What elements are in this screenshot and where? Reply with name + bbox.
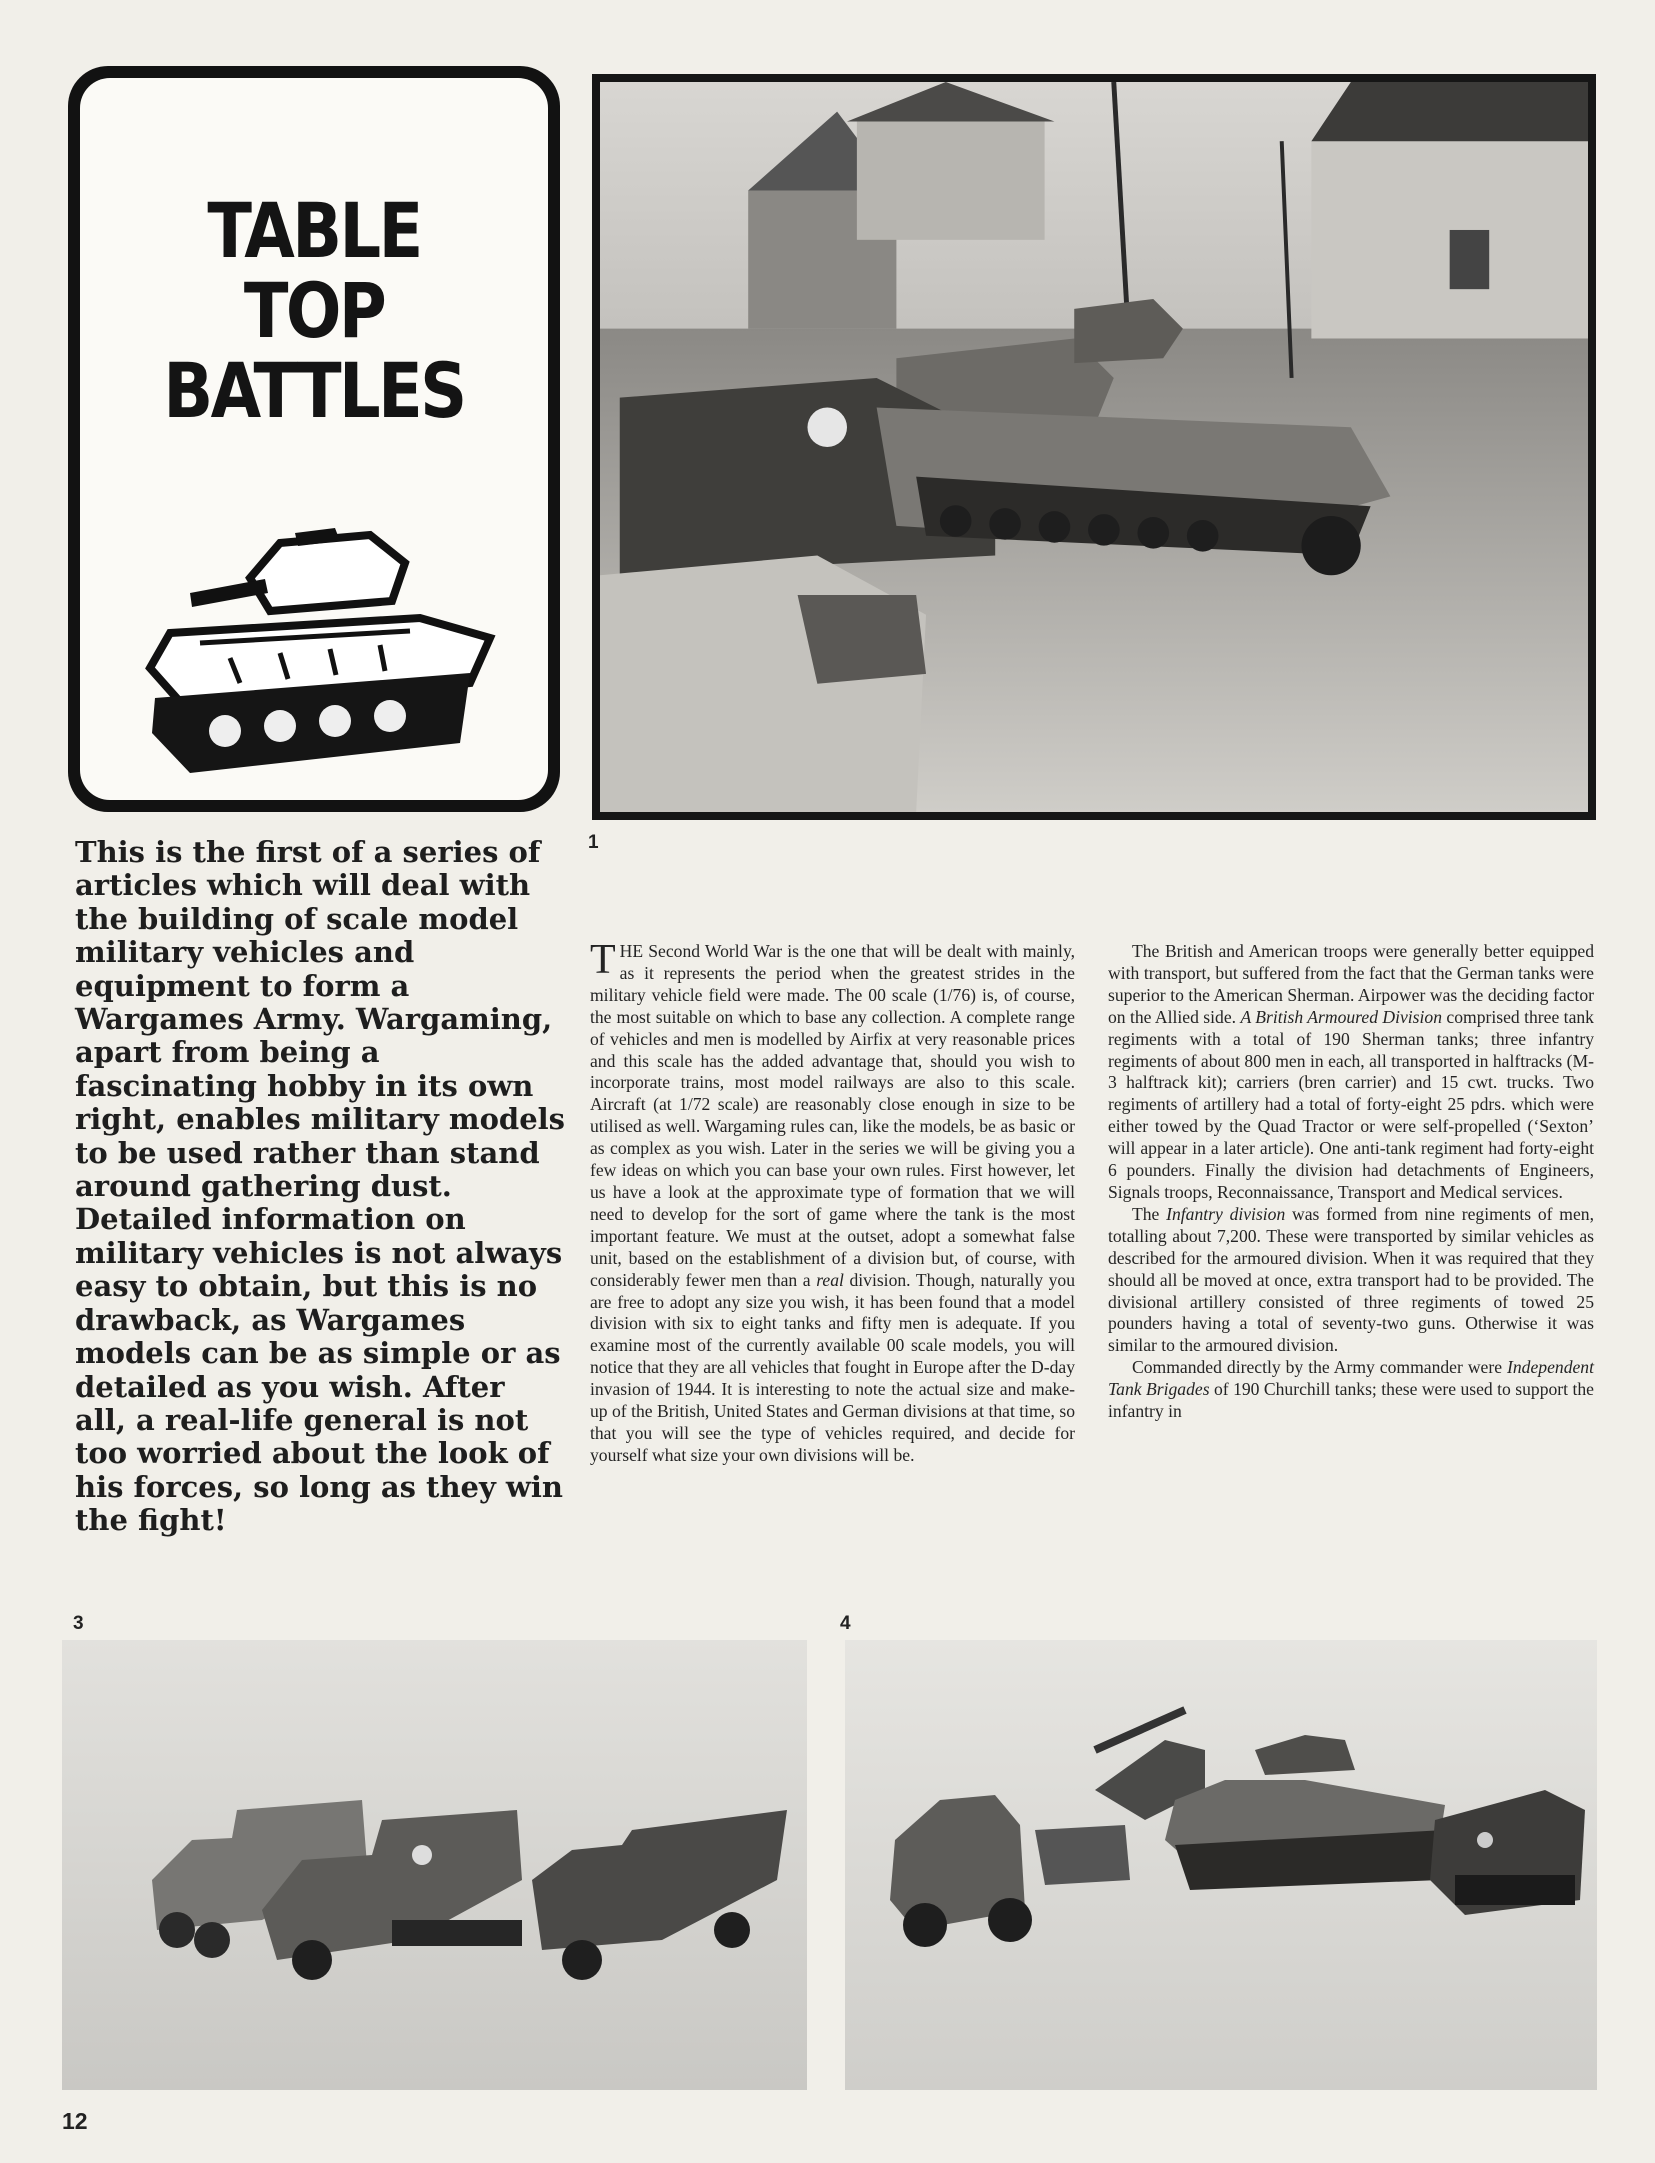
paragraph-4-italic: Independent Tank Brigades [1108,1357,1594,1400]
article-paragraph-4 [1108,1357,1594,1423]
article-column-2 [1108,941,1594,1423]
title-line-3: BATTLES [163,346,465,435]
paragraph-3-text-b: was formed from nine regiments of men, totalling about 7,200. These were transported by similar vehicles as described for the armoured division. When it was required that they should all be moved at once, extra transport had to be provided. The divisional artillery consisted of three regiments of towed 25 pounders having a total of seventy-two guns. Otherwise it was similar to the armoured division. [1108,1203,1594,1356]
article-paragraph-2 [1108,941,1594,1204]
title-panel [68,66,560,812]
title-line-2: TOP [243,266,385,355]
photo-model-trucks [62,1640,807,2090]
paragraph-2-text-a: The British and American troops were generally better equipped with transport, but suffered from the fact that the German tanks were superior to the American Sherman. Airpower was the deciding factor on the Allied side. [1108,941,1594,1027]
photo-model-artillery-tank [845,1640,1597,2090]
article-paragraph-3 [1108,1204,1594,1357]
paragraph-2-italic: A British Armoured Division [1240,1006,1443,1027]
paragraph-4-text-b: of 190 Churchill tanks; these were used to support the infantry in [1108,1379,1594,1422]
paragraph-1-text: HE Second World War is the one that will be dealt with mainly, as it represents the period when the greatest strides in the military vehicle field were made. The 00 scale (1/76) is, of course, the most suitable on which to base any collection. A complete range of vehicles and men is modelled by Airfix at very reasonable prices and this scale has the added advantage that, should you wish to incorporate trains, most model railways are also to this scale. Aircraft (at 1/72 scale) are reasonably close enough in size to be utilised as well. Wargaming rules can, like the models, be as basic or as complex as you wish. Later in the series we will be giving you a few ideas on which you can base your own rules. First however, let us have a look at the approximate type of formation that we will need to develop for the sort of game where the tank is the most important feature. We must at the outset, adopt a somewhat false unit, based on the establishment of a division but, of course, with considerably fewer men than a [590,941,1075,1290]
paragraph-3-text-a: The [1132,1203,1160,1224]
title-panel-inner [80,78,548,800]
sherman-tank-illustration [130,483,510,783]
figure-3-number: 3 [73,1613,84,1634]
intro-standfirst: This is the first of a series of articles which will deal with the building of scale model military vehicles and equipment to form a Wargames Army. Wargaming, apart from being a fascinating hobby in its own right, enables military models to be used rather than stand around gathering dust. Detailed information on military vehicles is not always easy to obtain, but this is no drawback, as Wargames models can be as simple or as detailed as you wish. After all, a real-life general is not too worried about the look of his forces, so long as they win the fight! [75,835,565,1538]
paragraph-2-text-b: comprised three tank regiments with a total of 190 Sherman tanks; three infantry regiments of about 800 men in each, all transported in halftracks (M-3 halftrack kit); carriers (bren carrier) and 15 cwt. trucks. Two regiments of artillery had a total of forty-eight 25 pdrs. which were either towed by the Quad Tractor or were self-propelled (‘Sexton’ will appear in a later article). One anti-tank regiment had forty-eight 6 pounders. Finally the division had detachments of Engineers, Signals troops, Reconnaissance, Transport and Medical services. [1108,1006,1594,1202]
paragraph-1-end: division. Though, naturally you are free to adopt any size you wish, it has been found that a model division with six to eight tanks and fifty men is adequate. If you examine most of the currently available 00 scale models, you will notice that they are all vehicles that fought in Europe after the D-day invasion of 1944. It is interesting to note the actual size and make-up of the British, United States and German divisions at that time, so that you will see the type of vehicles required, and decide for yourself what size your own divisions will be. [590,1269,1076,1465]
paragraph-1-italic: real [816,1269,844,1290]
drop-cap: T [590,937,616,983]
figure-4-number: 4 [840,1613,851,1634]
paragraph-4-text-a: Commanded directly by the Army commander were [1132,1357,1503,1378]
article-column-1 [590,937,1076,1467]
article-paragraph-1 [590,937,1076,1467]
paragraph-3-italic: Infantry division [1166,1203,1286,1224]
page-number: 12 [62,2108,88,2134]
title-line-1: TABLE [207,186,421,275]
figure-1-number: 1 [588,832,599,853]
photo-convoy-halftracks [592,74,1596,820]
